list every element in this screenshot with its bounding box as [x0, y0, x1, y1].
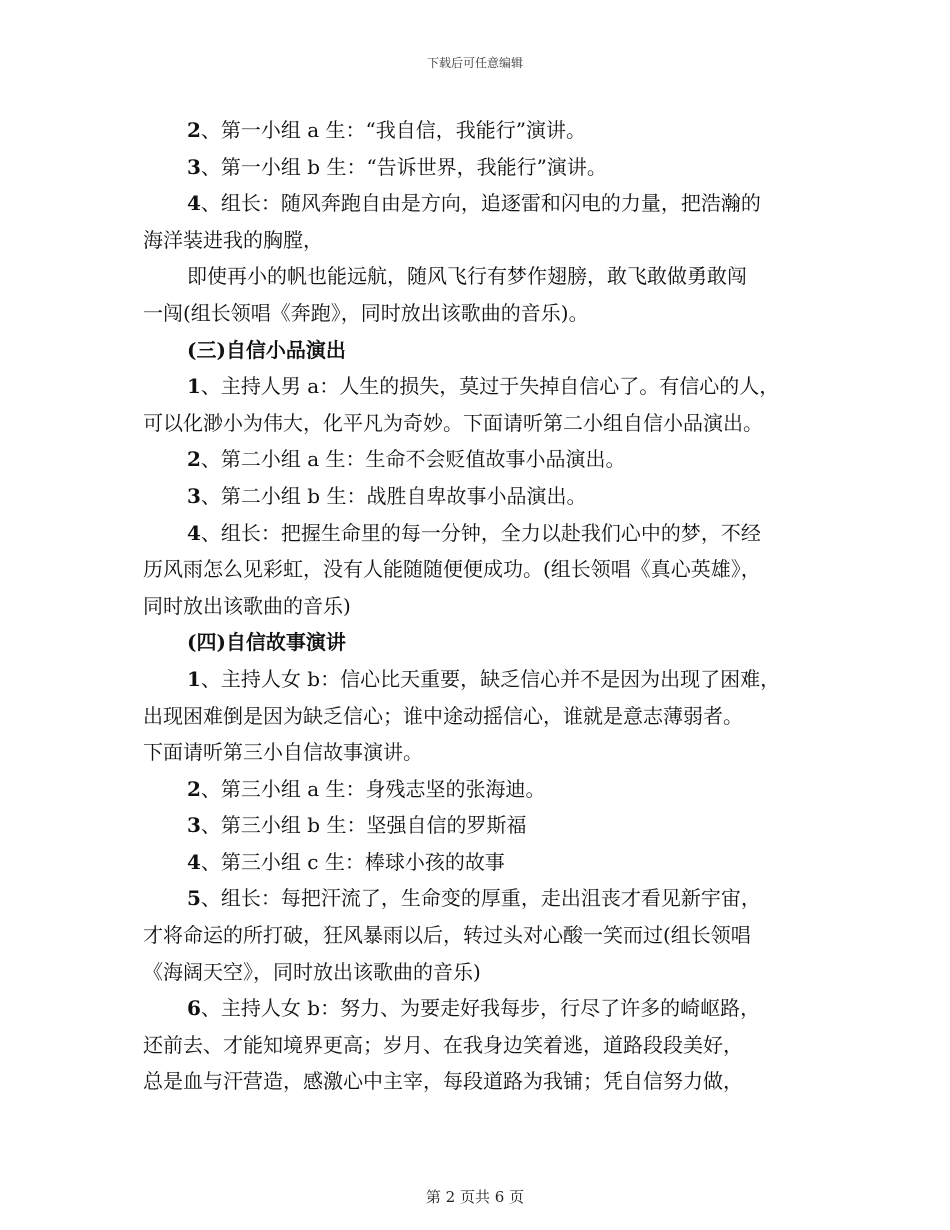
text-line [143, 588, 823, 625]
item-number: 3 [187, 813, 201, 838]
text-line [143, 185, 823, 222]
item-number: 4 [187, 520, 201, 545]
line-text: 可以化渺小为伟大，化平凡为奇妙。下面请听第二小组自信小品演出。 [143, 410, 763, 435]
text-line [143, 478, 823, 515]
page-header: 下载后可任意编辑 [426, 56, 523, 70]
line-text: 才将命运的所打破，狂风暴雨以后，转过头对心酸一笑而过(组长领唱 [143, 923, 751, 948]
line-text: 历风雨怎么见彩虹，没有人能随随便便成功。(组长领唱《真心英雄》， [143, 557, 761, 582]
line-text: 、第三小组 b 生：坚强自信的罗斯福 [200, 813, 527, 838]
line-text: (四)自信故事演讲 [187, 630, 346, 655]
item-number: 2 [187, 118, 201, 142]
section-heading [143, 332, 823, 369]
line-text: 、第三小组 a 生：身残志坚的张海迪。 [200, 776, 546, 801]
line-text: 即使再小的帆也能远航，随风飞行有梦作翅膀，敢飞敢做勇敢闯 [187, 264, 747, 289]
section-heading [143, 624, 823, 661]
text-line [143, 368, 823, 405]
item-number: 6 [187, 996, 201, 1021]
text-line [143, 844, 823, 881]
line-text: 、主持人女 b：努力、为要走好我每步，行尽了许多的崎岖路， [200, 996, 761, 1021]
line-text: 同时放出该歌曲的音乐) [143, 593, 351, 618]
line-text: 下面请听第三小自信故事演讲。 [143, 740, 423, 765]
text-line [143, 880, 823, 917]
item-number: 2 [187, 776, 201, 801]
item-number: 4 [187, 191, 201, 216]
item-number: 5 [187, 886, 201, 911]
text-line [143, 661, 823, 698]
line-text: 、组长：每把汗流了，生命变的厚重，走出沮丧才看见新宇宙， [200, 886, 761, 911]
line-text: 出现困难倒是因为缺乏信心；谁中途动摇信心，谁就是意志薄弱者。 [143, 703, 743, 728]
page-footer: 第 2 页共 6 页 [425, 1188, 525, 1206]
text-line [143, 807, 823, 844]
text-line [143, 405, 823, 442]
text-line [143, 551, 823, 588]
text-line [143, 917, 823, 954]
text-line [143, 698, 823, 735]
line-text: 、第一小组 b 生：“告诉世界，我能行”演讲。 [200, 154, 607, 179]
text-line [143, 295, 823, 332]
item-number: 4 [187, 849, 201, 874]
text-line [143, 149, 823, 186]
text-line [143, 112, 823, 149]
line-text: 、第三小组 c 生：棒球小孩的故事 [200, 849, 505, 874]
line-text: 、主持人男 a：人生的损失，莫过于失掉自信心了。有信心的人， [200, 374, 780, 399]
line-text: (三)自信小品演出 [187, 337, 346, 362]
text-line [143, 1063, 823, 1100]
text-line [143, 771, 823, 808]
item-number: 1 [187, 666, 201, 691]
line-text: 《海阔天空》，同时放出该歌曲的音乐) [143, 959, 481, 984]
item-number: 2 [187, 447, 201, 472]
line-text: 总是血与汗营造，感激心中主宰，每段道路为我铺；凭自信努力做， [143, 1069, 743, 1094]
text-line [143, 441, 823, 478]
text-line [143, 990, 823, 1027]
line-text: 、第二小组 a 生：生命不会贬值故事小品演出。 [200, 447, 626, 472]
text-line [143, 222, 823, 259]
text-line [143, 954, 823, 991]
text-line [143, 734, 823, 771]
item-number: 1 [187, 374, 201, 399]
item-number: 3 [187, 154, 201, 179]
line-text: 、第二小组 b 生：战胜自卑故事小品演出。 [200, 483, 587, 508]
line-text: 一闯(组长领唱《奔跑》，同时放出该歌曲的音乐)。 [143, 300, 589, 325]
line-text: 、第一小组 a 生：“我自信，我能行”演讲。 [200, 118, 587, 142]
line-text: 海洋装进我的胸膛， [143, 227, 323, 252]
item-number: 3 [187, 483, 201, 508]
line-text: 、主持人女 b：信心比天重要，缺乏信心并不是因为出现了困难， [200, 666, 781, 691]
line-text: 、组长：把握生命里的每一分钟，全力以赴我们心中的梦，不经 [200, 520, 761, 545]
line-text: 还前去、才能知境界更高；岁月、在我身边笑着逃，道路段段美好， [143, 1032, 743, 1057]
text-line [143, 1027, 823, 1064]
document-body [143, 112, 823, 1100]
text-line [143, 515, 823, 552]
line-text: 、组长：随风奔跑自由是方向，追逐雷和闪电的力量，把浩瀚的 [200, 191, 761, 216]
text-line [143, 258, 823, 295]
